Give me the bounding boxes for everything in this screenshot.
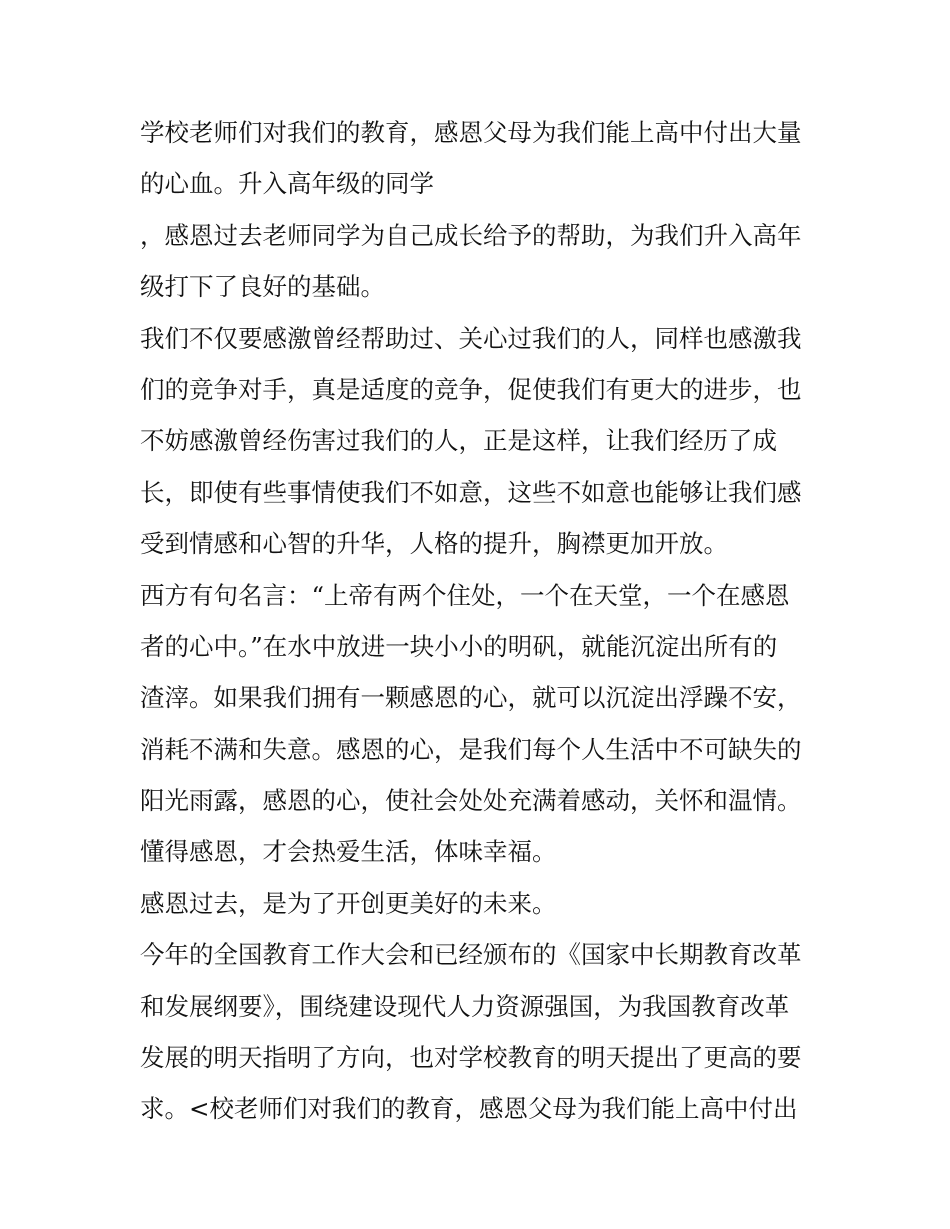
text-line: 感恩过去，是为了开创更美好的未来。 — [140, 888, 557, 918]
text-line: 求。<校老师们对我们的教育，感恩父母为我们能上高中付出 — [140, 1094, 798, 1124]
text-line: 受到情感和心智的升华，人格的提升，胸襟更加开放。 — [140, 529, 728, 559]
text-line: 者的心中。”在水中放进一块小小的明矾，就能沉淀出所有的 — [140, 631, 778, 661]
text-line: 懂得感恩，才会热爱生活，体味幸福。 — [140, 837, 557, 867]
text-line: 发展的明天指明了方向，也对学校教育的明天提出了更高的要 — [140, 1043, 802, 1073]
text-line: ，感恩过去老师同学为自己成长给予的帮助，为我们升入高年 — [140, 220, 802, 250]
text-line: 阳光雨露，感恩的心，使社会处处充满着感动，关怀和温情。 — [140, 786, 802, 816]
text-line: 学校老师们对我们的教育，感恩父母为我们能上高中付出大量 — [140, 118, 802, 147]
text-line: 们的竞争对手，真是适度的竞争，促使我们有更大的进步，也 — [140, 374, 802, 404]
text-line: 渣滓。如果我们拥有一颗感恩的心，就可以沉淀出浮躁不安， — [140, 683, 802, 713]
text-line: 不妨感激曾经伤害过我们的人，正是这样，让我们经历了成 — [140, 426, 777, 456]
text-line: 西方有句名言：“上帝有两个住处，一个在天堂，一个在感恩 — [140, 580, 790, 610]
text-line: 长，即使有些事情使我们不如意，这些不如意也能够让我们感 — [140, 477, 802, 507]
text-line: 和发展纲要》，围绕建设现代人力资源强国，为我国教育改革 — [140, 991, 790, 1021]
text-line: 消耗不满和失意。感恩的心，是我们每个人生活中不可缺失的 — [140, 734, 802, 764]
text-line: 我们不仅要感激曾经帮助过、关心过我们的人，同样也感激我 — [140, 323, 802, 353]
text-line: 今年的全国教育工作大会和已经颁布的《国家中长期教育改革 — [140, 940, 802, 970]
body-text — [140, 107, 820, 1135]
text-line: 的心血。升入高年级的同学 — [140, 169, 434, 199]
text-line: 级打下了良好的基础。 — [140, 272, 385, 302]
